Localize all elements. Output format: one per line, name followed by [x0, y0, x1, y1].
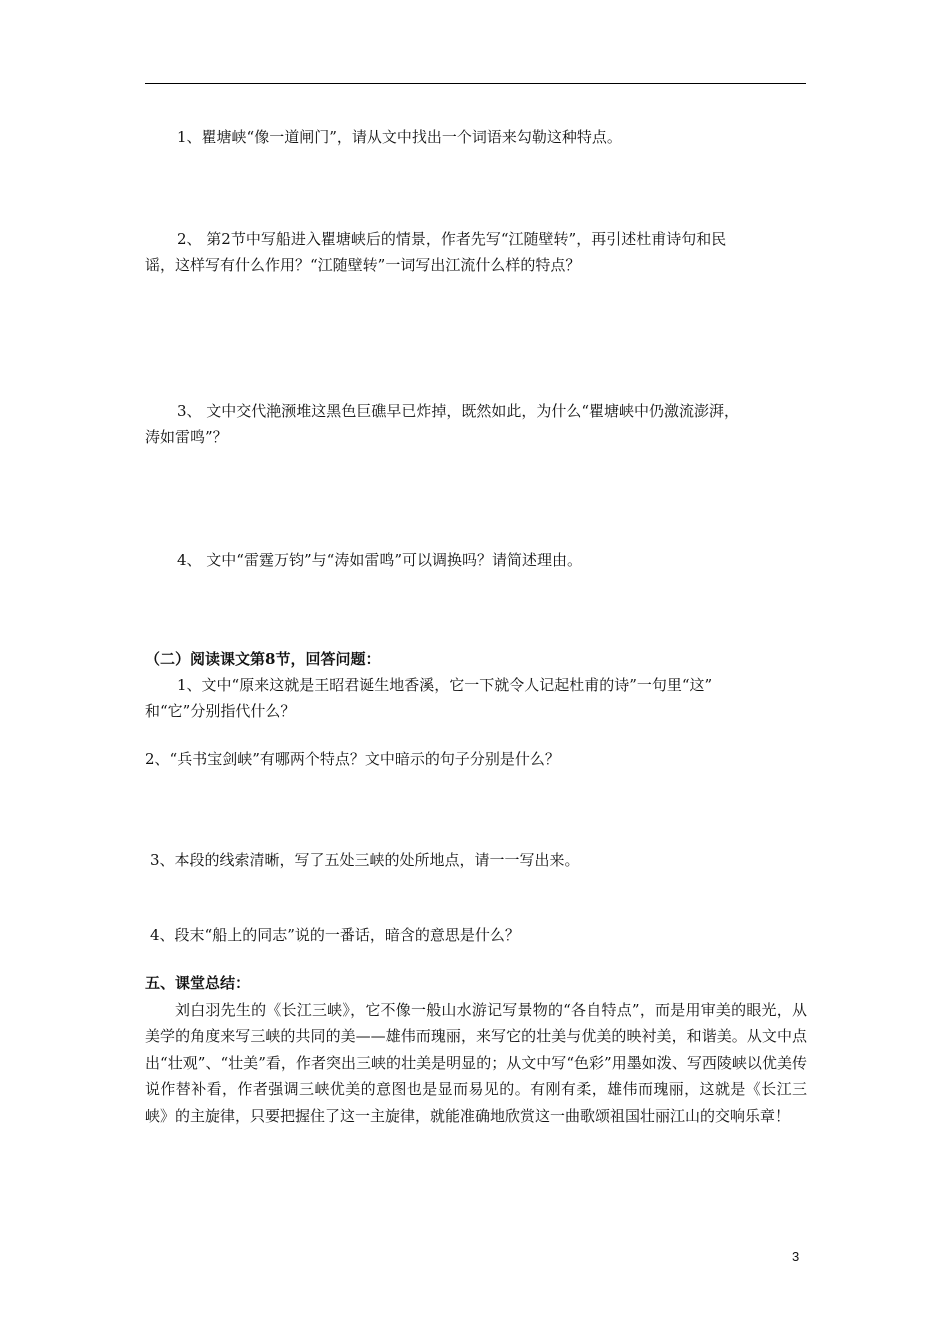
section-2-question-1-line-2: 和“它”分别指代什么？	[145, 702, 296, 720]
header-rule	[145, 83, 806, 84]
summary-heading: 五、课堂总结：	[145, 974, 251, 992]
summary-paragraph: 刘白羽先生的《长江三峡》，它不像一般山水游记写景物的“各自特点”，而是用审美的眼光，从美学的角度来写三峡的共同的美——雄伟而瑰丽，来写它的壮美与优美的映衬美，和谐美。从文中点出“壮观”、“壮美”看，作者突出三峡的壮美是明显的；从文中写“色彩”用墨如泼、写西陵峡以优美传说作替补看，作者强调三峡优美的意图也是显而易见的。有刚有柔，雄伟而瑰丽，这就是《长江三峡》的主旋律，只要把握住了这一主旋律，就能准确地欣赏这一曲歌颂祖国壮丽江山的交响乐章！	[145, 1001, 807, 1125]
section-2-heading: （二）阅读课文第8节，回答问题：	[145, 650, 381, 668]
section-2-question-4: 4、段末“船上的同志”说的一番话，暗含的意思是什么？	[150, 926, 520, 944]
page-number: 3	[792, 1249, 800, 1264]
question-1: 1、瞿塘峡“像一道闸门”，请从文中找出一个词语来勾勒这种特点。	[177, 128, 622, 146]
question-2-line-2: 谣，这样写有什么作用？“江随壁转”一词写出江流什么样的特点？	[145, 256, 581, 274]
section-2-question-1-line-1: 1、文中“原来这就是王昭君诞生地香溪，它一下就令人记起杜甫的诗”一句里“这”	[177, 676, 713, 694]
section-2-question-2: 2、“兵书宝剑峡”有哪两个特点？文中暗示的句子分别是什么？	[145, 750, 560, 768]
question-4: 4、 文中“雷霆万钧”与“涛如雷鸣”可以调换吗？请简述理由。	[177, 551, 582, 569]
question-3-line-2: 涛如雷鸣”？	[145, 428, 228, 446]
question-2-line-1: 2、 第2节中写船进入瞿塘峡后的情景，作者先写“江随壁转”，再引述杜甫诗句和民	[177, 230, 727, 248]
section-2-question-3: 3、本段的线索清晰，写了五处三峡的处所地点，请一一写出来。	[150, 851, 580, 869]
question-3-line-1: 3、 文中交代滟滪堆这黑色巨礁早已炸掉，既然如此，为什么“瞿塘峡中仍激流澎湃，	[177, 402, 739, 420]
